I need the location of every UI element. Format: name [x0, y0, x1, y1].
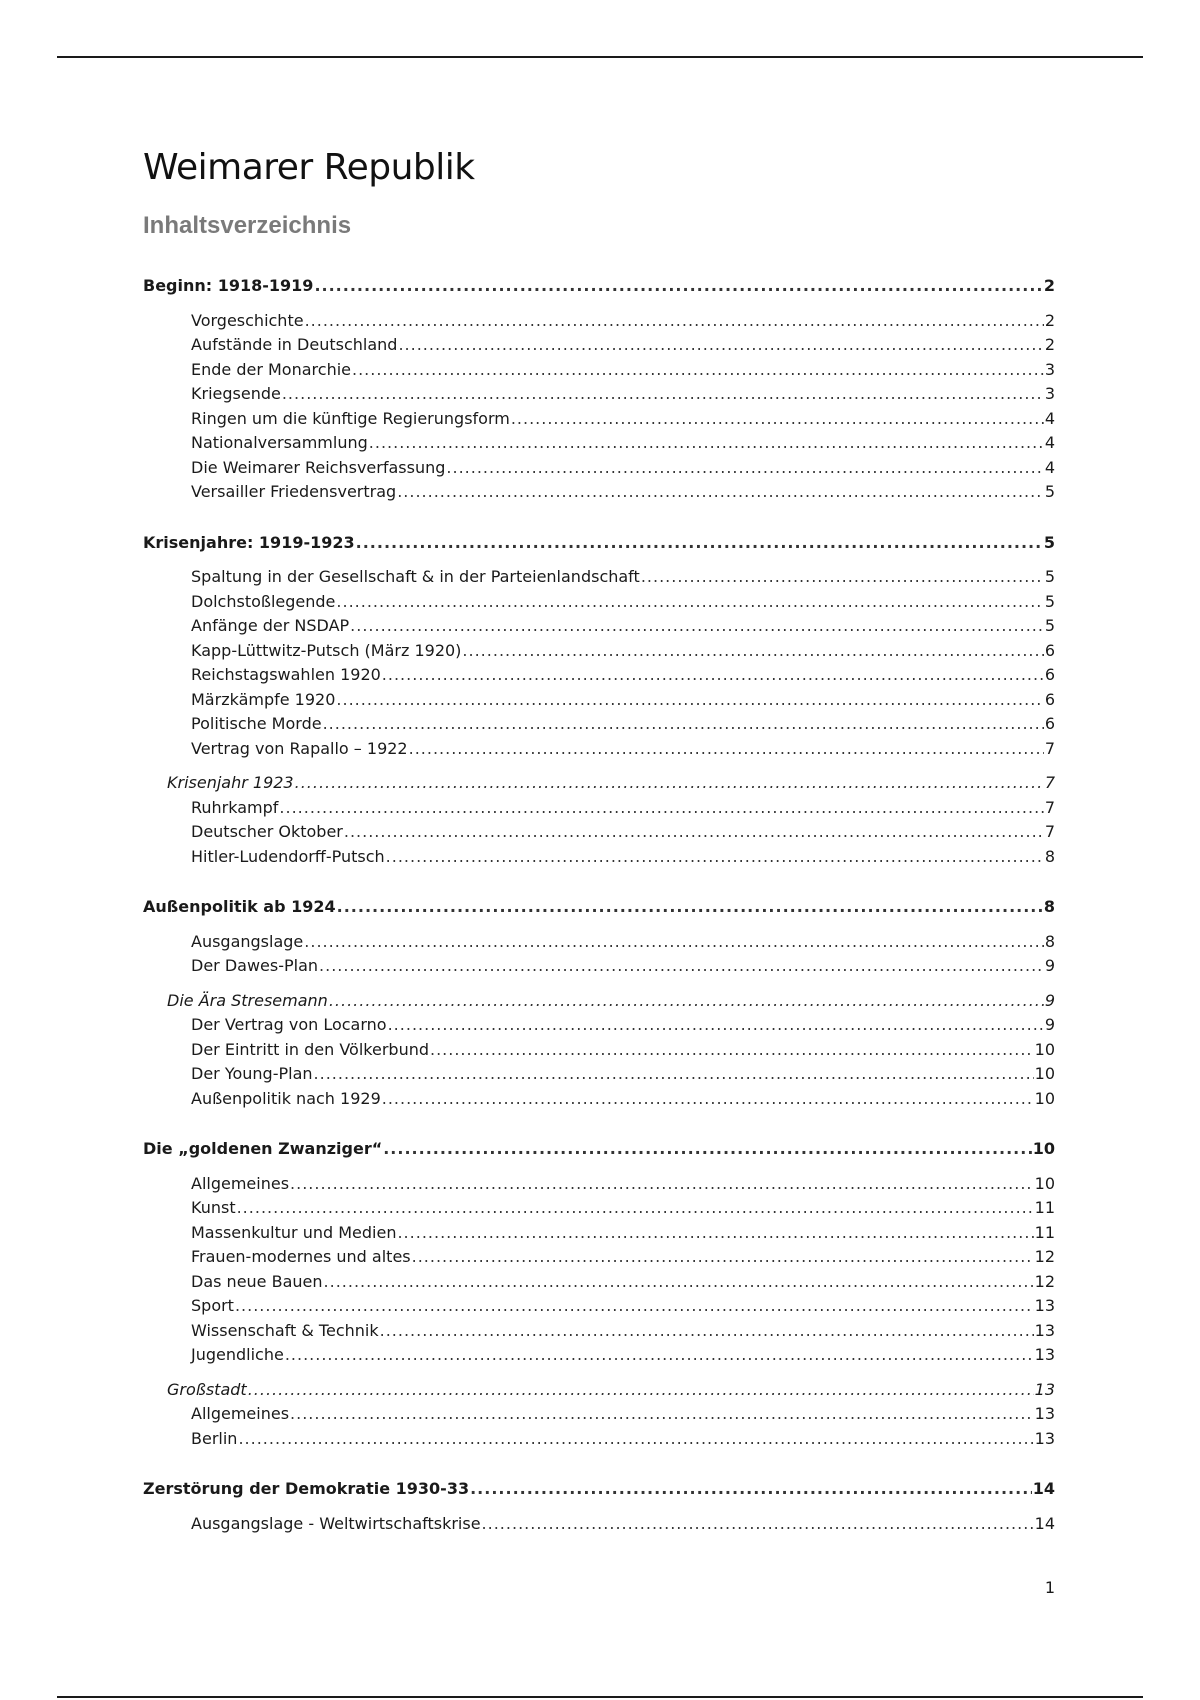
toc-entry-title: Berlin	[191, 1428, 238, 1448]
table-of-contents	[143, 274, 1055, 1536]
toc-entry-title: Außenpolitik ab 1924	[143, 897, 336, 916]
toc-entry[interactable]	[143, 845, 1055, 870]
toc-entry-title: Die „goldenen Zwanziger“	[143, 1139, 383, 1158]
toc-page-number: 2	[1043, 276, 1055, 295]
toc-entry-title: Aufstände in Deutschland	[191, 335, 398, 354]
toc-page-number: 11	[1034, 1198, 1055, 1217]
dot-leader	[412, 1245, 1034, 1270]
dot-leader	[290, 1172, 1034, 1197]
toc-entry[interactable]	[143, 796, 1055, 821]
dot-leader	[397, 1221, 1033, 1246]
top-rule	[57, 56, 1143, 58]
toc-page-number: 13	[1034, 1345, 1055, 1364]
dot-leader	[282, 382, 1044, 407]
toc-entry-title: Dolchstoßlegende	[191, 591, 336, 611]
dot-leader	[380, 1319, 1034, 1344]
toc-entry-title: Ausgangslage	[191, 931, 304, 951]
toc-page-number: 14	[1032, 1479, 1055, 1498]
toc-entry-title: Der Young-Plan	[191, 1064, 313, 1083]
toc-entry[interactable]	[143, 431, 1055, 456]
toc-entry[interactable]	[143, 1270, 1055, 1295]
toc-page-number: 6	[1044, 665, 1055, 684]
dot-leader	[382, 663, 1044, 688]
dot-leader	[482, 1512, 1034, 1537]
toc-entry-title: Das neue Bauen	[191, 1271, 323, 1291]
toc-entry[interactable]	[143, 309, 1055, 334]
toc-entry[interactable]	[143, 1038, 1055, 1063]
toc-entry-title: Vorgeschichte	[191, 310, 304, 330]
toc-entry-title: Hitler-Ludendorff-Putsch	[191, 846, 385, 866]
dot-leader	[290, 1402, 1034, 1427]
toc-page-number: 5	[1044, 591, 1055, 611]
toc-entry-title: Ruhrkampf	[191, 797, 279, 817]
dot-leader	[329, 989, 1044, 1014]
toc-entry-title: Der Dawes-Plan	[191, 956, 319, 975]
dot-leader	[238, 1427, 1033, 1452]
toc-page-number: 10	[1032, 1139, 1055, 1158]
dot-leader	[314, 274, 1042, 299]
toc-entry[interactable]	[143, 1087, 1055, 1112]
dot-leader	[235, 1294, 1034, 1319]
document-title: Weimarer Republik	[143, 147, 475, 188]
toc-entry-title: Krisenjahr 1923	[167, 773, 294, 792]
toc-entry-title: Der Vertrag von Locarno	[191, 1015, 387, 1034]
dot-leader	[319, 954, 1044, 979]
toc-page-number: 13	[1034, 1404, 1055, 1423]
toc-entry-title: Vertrag von Rapallo – 1922	[191, 738, 408, 758]
dot-leader	[344, 820, 1044, 845]
toc-page-number: 7	[1044, 738, 1055, 758]
toc-page-number: 4	[1044, 433, 1055, 452]
toc-entry[interactable]	[143, 1319, 1055, 1344]
toc-entry[interactable]	[143, 688, 1055, 713]
toc-entry-title: Ringen um die künftige Regierungsform	[191, 408, 510, 428]
document-page	[143, 140, 1055, 1562]
toc-chapter-entry[interactable]	[143, 531, 1055, 556]
toc-entry-title: Die Weimarer Reichsverfassung	[191, 457, 446, 477]
toc-page-number: 13	[1034, 1296, 1055, 1315]
toc-entry-title: Großstadt	[167, 1379, 247, 1399]
toc-section	[143, 1137, 1055, 1451]
toc-page-number: 13	[1034, 1428, 1055, 1448]
toc-entry-title: Reichstagswahlen 1920	[191, 665, 381, 684]
dot-leader	[324, 1270, 1034, 1295]
toc-heading: Inhaltsverzeichnis	[143, 212, 352, 239]
dot-leader	[237, 1196, 1034, 1221]
dot-leader	[337, 895, 1043, 920]
toc-page-number: 10	[1034, 1039, 1055, 1059]
toc-entry-title: Allgemeines	[191, 1404, 290, 1423]
toc-page-number: 8	[1044, 931, 1055, 951]
toc-page-number: 9	[1044, 1015, 1055, 1034]
toc-page-number: 10	[1034, 1173, 1055, 1193]
toc-chapter-entry[interactable]	[143, 1477, 1055, 1502]
toc-page-number: 7	[1044, 822, 1055, 841]
toc-page-number: 3	[1044, 359, 1055, 379]
toc-entry-title: Deutscher Oktober	[191, 822, 343, 841]
dot-leader	[386, 845, 1044, 870]
toc-page-number: 5	[1044, 482, 1055, 501]
toc-entry[interactable]	[143, 737, 1055, 762]
toc-entry-title: Ausgangslage - Weltwirtschaftskrise	[191, 1513, 481, 1533]
toc-entry[interactable]	[143, 382, 1055, 407]
toc-chapter-entry[interactable]	[143, 1137, 1055, 1162]
toc-entry[interactable]	[143, 663, 1055, 688]
dot-leader	[279, 796, 1043, 821]
toc-page-number: 11	[1034, 1222, 1055, 1242]
bottom-rule	[57, 1696, 1143, 1698]
dot-leader	[398, 333, 1043, 358]
toc-entry-title: Kapp-Lüttwitz-Putsch (März 1920)	[191, 640, 462, 660]
toc-page-number: 7	[1044, 773, 1055, 792]
dot-leader	[305, 309, 1044, 334]
toc-entry[interactable]	[143, 333, 1055, 358]
dot-leader	[446, 456, 1043, 481]
dot-leader	[304, 930, 1044, 955]
dot-leader	[248, 1378, 1034, 1403]
toc-page-number: 8	[1044, 846, 1055, 866]
toc-entry[interactable]	[143, 614, 1055, 639]
dot-leader	[409, 737, 1044, 762]
toc-entry[interactable]	[143, 954, 1055, 979]
toc-entry[interactable]	[143, 1245, 1055, 1270]
toc-page-number: 10	[1034, 1064, 1055, 1083]
toc-entry[interactable]	[143, 1172, 1055, 1197]
toc-section	[143, 1477, 1055, 1536]
toc-subsection-entry[interactable]	[143, 1378, 1055, 1403]
toc-page-number: 5	[1044, 616, 1055, 635]
toc-entry-title: Ende der Monarchie	[191, 359, 351, 379]
toc-chapter-entry[interactable]	[143, 895, 1055, 920]
dot-leader	[383, 1137, 1032, 1162]
toc-chapter-entry[interactable]	[143, 274, 1055, 299]
toc-entry[interactable]	[143, 639, 1055, 664]
toc-page-number: 10	[1034, 1088, 1055, 1108]
dot-leader	[323, 712, 1044, 737]
dot-leader	[350, 614, 1044, 639]
toc-page-number: 5	[1043, 532, 1055, 552]
dot-leader	[336, 590, 1043, 615]
toc-entry[interactable]	[143, 1221, 1055, 1246]
dot-leader	[511, 407, 1044, 432]
toc-entry-title: Beginn: 1918-1919	[143, 276, 314, 295]
dot-leader	[285, 1343, 1034, 1368]
toc-entry[interactable]	[143, 1512, 1055, 1537]
toc-entry-title: Der Eintritt in den Völkerbund	[191, 1039, 429, 1059]
toc-page-number: 12	[1034, 1247, 1055, 1266]
toc-entry[interactable]	[143, 1294, 1055, 1319]
toc-page-number: 5	[1044, 567, 1055, 586]
dot-leader	[369, 431, 1044, 456]
toc-entry[interactable]	[143, 1062, 1055, 1087]
toc-entry-title: Krisenjahre: 1919-1923	[143, 532, 355, 552]
dot-leader	[430, 1038, 1034, 1063]
toc-entry[interactable]	[143, 1013, 1055, 1038]
dot-leader	[397, 480, 1044, 505]
dot-leader	[382, 1087, 1034, 1112]
toc-entry[interactable]	[143, 565, 1055, 590]
toc-entry[interactable]	[143, 407, 1055, 432]
toc-page-number: 2	[1044, 335, 1055, 354]
dot-leader	[470, 1477, 1032, 1502]
toc-entry-title: Die Ära Stresemann	[167, 990, 328, 1010]
toc-entry-title: Sport	[191, 1296, 234, 1315]
toc-entry-title: Massenkultur und Medien	[191, 1222, 397, 1242]
toc-entry[interactable]	[143, 358, 1055, 383]
toc-entry-title: Kriegsende	[191, 384, 281, 403]
toc-page-number: 6	[1044, 640, 1055, 660]
toc-subsection-entry[interactable]	[143, 989, 1055, 1014]
dot-leader	[336, 688, 1043, 713]
toc-page-number: 9	[1044, 956, 1055, 975]
toc-entry[interactable]	[143, 456, 1055, 481]
toc-page-number: 4	[1044, 408, 1055, 428]
dot-leader	[295, 771, 1044, 796]
toc-entry-title: Allgemeines	[191, 1173, 290, 1193]
toc-subsection-entry[interactable]	[143, 771, 1055, 796]
dot-leader	[462, 639, 1043, 664]
toc-section	[143, 895, 1055, 1111]
dot-leader	[314, 1062, 1034, 1087]
toc-entry[interactable]	[143, 1343, 1055, 1368]
toc-page-number: 12	[1034, 1271, 1055, 1291]
toc-entry-title: Jugendliche	[191, 1345, 284, 1364]
toc-page-number: 2	[1044, 310, 1055, 330]
dot-leader	[388, 1013, 1044, 1038]
toc-page-number: 8	[1043, 897, 1055, 916]
page-number: 1	[1044, 1578, 1055, 1597]
toc-page-number: 14	[1034, 1513, 1055, 1533]
dot-leader	[352, 358, 1044, 383]
toc-entry-title: Versailler Friedensvertrag	[191, 482, 397, 501]
toc-entry[interactable]	[143, 1196, 1055, 1221]
toc-entry[interactable]	[143, 930, 1055, 955]
toc-page-number: 6	[1044, 689, 1055, 709]
toc-page-number: 13	[1034, 1320, 1055, 1340]
toc-page-number: 9	[1044, 990, 1055, 1010]
toc-entry-title: Wissenschaft & Technik	[191, 1320, 379, 1340]
toc-entry-title: Kunst	[191, 1198, 236, 1217]
toc-entry[interactable]	[143, 590, 1055, 615]
toc-entry-title: Anfänge der NSDAP	[191, 616, 350, 635]
toc-entry-title: Politische Morde	[191, 714, 322, 733]
toc-page-number: 7	[1044, 797, 1055, 817]
toc-entry[interactable]	[143, 480, 1055, 505]
toc-entry[interactable]	[143, 1402, 1055, 1427]
toc-page-number: 13	[1034, 1379, 1055, 1399]
dot-leader	[641, 565, 1044, 590]
dot-leader	[356, 531, 1043, 556]
toc-entry-title: Nationalversammlung	[191, 433, 368, 452]
toc-entry-title: Frauen-modernes und altes	[191, 1247, 411, 1266]
toc-page-number: 3	[1044, 384, 1055, 403]
toc-entry[interactable]	[143, 712, 1055, 737]
toc-entry-title: Zerstörung der Demokratie 1930-33	[143, 1479, 470, 1498]
toc-entry-title: Märzkämpfe 1920	[191, 689, 336, 709]
toc-section	[143, 274, 1055, 505]
toc-section	[143, 531, 1055, 870]
toc-entry-title: Spaltung in der Gesellschaft & in der Parteienlandschaft	[191, 567, 640, 586]
toc-entry[interactable]	[143, 820, 1055, 845]
toc-page-number: 4	[1044, 457, 1055, 477]
toc-entry[interactable]	[143, 1427, 1055, 1452]
toc-page-number: 6	[1044, 714, 1055, 733]
toc-entry-title: Außenpolitik nach 1929	[191, 1088, 381, 1108]
